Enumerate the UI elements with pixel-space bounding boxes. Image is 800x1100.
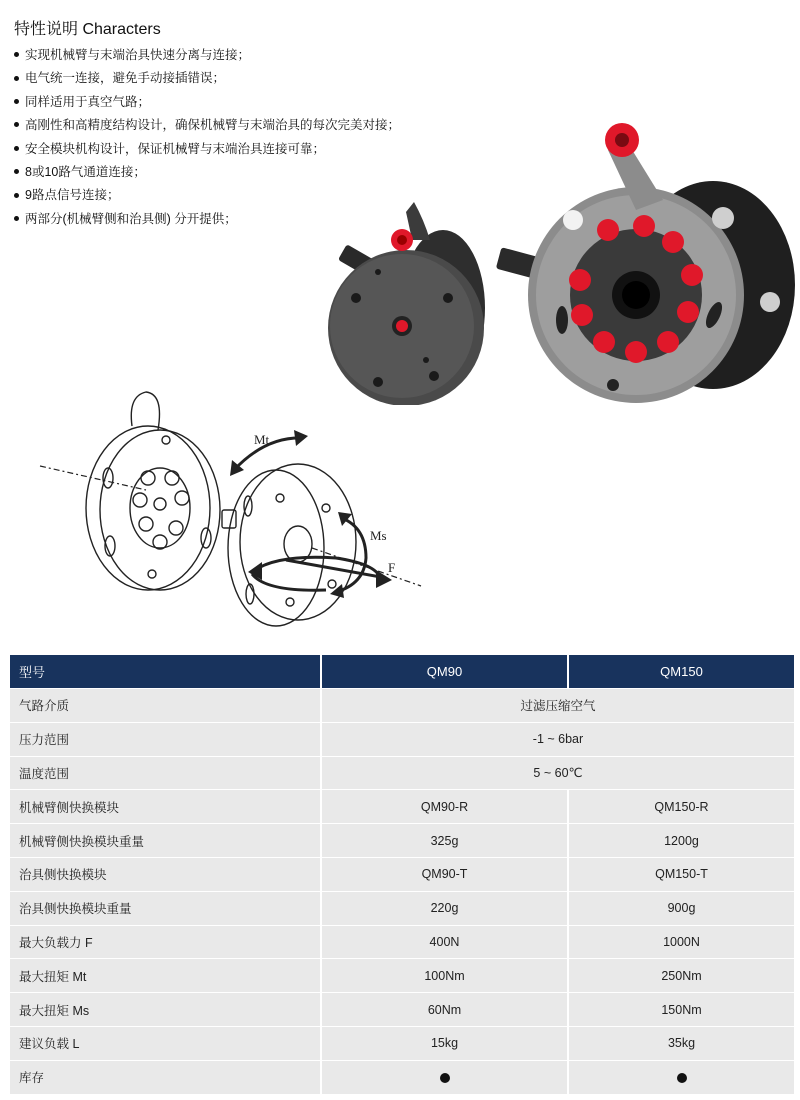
table-row [10,1060,794,1094]
f-arrow [248,557,392,590]
qm150-value: QM150-T [569,857,794,891]
filled-circle-icon [440,1073,450,1083]
table-header-row [10,655,794,688]
feature-item [14,44,400,67]
qm150-value: 250Nm [569,958,794,992]
feature-text: 安全模块机构设计，保证机械臂与末端治具连接可靠； [25,141,326,156]
bullet-icon [14,146,19,151]
qm150-value: 1200g [569,823,794,857]
feature-text: 两部分(机械臂侧和治具侧) 分开提供； [25,211,237,226]
row-label: 最大扭矩 Ms [10,992,322,1026]
row-label: 气路介质 [10,688,322,722]
qm90-value: QM90-T [322,857,569,891]
qm150-value: 150Nm [569,992,794,1026]
qm150-value: QM150-R [569,789,794,823]
feature-text: 电气统一连接，避免手动接插错误； [25,71,226,86]
table-row [10,992,794,1026]
spec-table [10,655,794,1094]
qm90-value: QM90-R [322,789,569,823]
section-title: 特性说明 Characters [14,21,161,38]
row-label: 治具侧快换模块 [10,857,322,891]
f-label: F [388,560,396,575]
table-row [10,722,794,756]
feature-text: 高刚性和高精度结构设计，确保机械臂与末端治具的每次完美对接； [25,118,401,133]
robot-side-drawing [86,392,220,590]
bullet-icon [14,193,19,198]
col-header-qm90: QM90 [322,655,569,688]
tool-side-drawing [222,464,356,626]
qm150-value: 900g [569,891,794,925]
bullet-icon [14,216,19,221]
qm90-value: 325g [322,823,569,857]
feature-text: 实现机械臂与末端治具快速分离与连接； [25,48,251,62]
robot-side-module [496,123,795,403]
filled-circle-icon [677,1073,687,1083]
feature-text: 9路点信号连接； [25,188,120,203]
col-header-model: 型号 [10,655,322,688]
row-label: 最大扭矩 Mt [10,958,322,992]
row-value: 5 ~ 60℃ [322,756,794,790]
table-row [10,688,794,722]
feature-text: 8或10路气通道连接； [25,165,146,180]
qm90-value: 15kg [322,1026,569,1060]
bullet-icon [14,122,19,127]
row-label: 压力范围 [10,722,322,756]
row-label: 机械臂侧快换模块重量 [10,823,322,857]
table-row [10,857,794,891]
row-label: 温度范围 [10,756,322,790]
bullet-icon [14,169,19,174]
feature-item [14,67,400,90]
table-row [10,1026,794,1060]
mt-label: Mt [254,432,270,447]
qm90-value: 100Nm [322,958,569,992]
col-header-qm150: QM150 [569,655,794,688]
qm150-in-stock [569,1060,794,1094]
feature-item [14,91,400,114]
qm150-value: 1000N [569,925,794,959]
table-row [10,789,794,823]
table-row [10,756,794,790]
row-label: 最大负载力 F [10,925,322,959]
qm150-value: 35kg [569,1026,794,1060]
row-label: 治具侧快换模块重量 [10,891,322,925]
table-row [10,823,794,857]
table-row [10,958,794,992]
row-label: 建议负载 L [10,1026,322,1060]
table-row [10,891,794,925]
qm90-value: 60Nm [322,992,569,1026]
force-torque-diagram [36,378,436,640]
bullet-icon [14,52,19,57]
feature-text: 同样适用于真空气路； [25,94,151,109]
tool-side-module [328,202,485,405]
ms-label: Ms [370,528,387,543]
bullet-icon [14,76,19,81]
row-label: 库存 [10,1060,322,1094]
row-value: 过滤压缩空气 [322,688,794,722]
qm90-value: 400N [322,925,569,959]
table-row [10,925,794,959]
qm90-in-stock [322,1060,569,1094]
bullet-icon [14,99,19,104]
row-label: 机械臂侧快换模块 [10,789,322,823]
qm90-value: 220g [322,891,569,925]
row-value: -1 ~ 6bar [322,722,794,756]
product-photo [318,120,798,405]
